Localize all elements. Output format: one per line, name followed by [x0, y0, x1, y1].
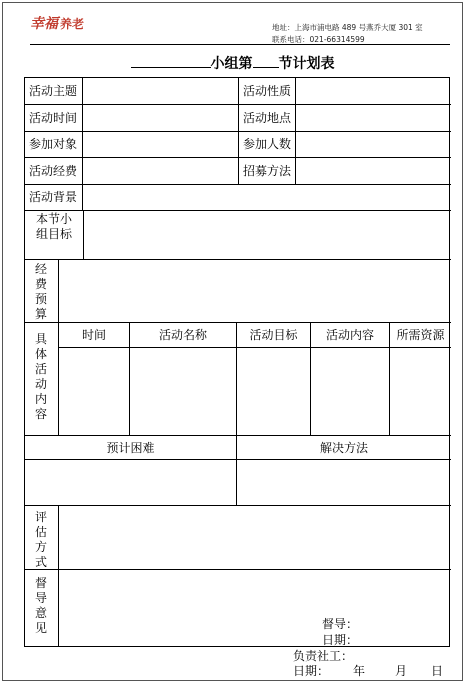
label-detail-content: 具体活动内容 [34, 332, 47, 421]
label-background: 活动背景 [29, 190, 78, 204]
grid-line [58, 505, 59, 647]
grid-line [83, 210, 84, 259]
grid-line [25, 259, 451, 260]
label-place: 活动地点 [243, 111, 292, 125]
grid-line [58, 259, 59, 435]
logo-name: 养老 [60, 17, 85, 31]
grid-line [25, 184, 451, 185]
label-theme: 活动主题 [29, 84, 78, 98]
label-time: 活动时间 [29, 111, 78, 125]
phone-text: 联系电话：021-66314599 [272, 35, 365, 44]
grid-line [82, 78, 83, 210]
label-audience: 参加对象 [29, 137, 78, 151]
grid-line [295, 78, 296, 184]
session-number-blank[interactable] [253, 55, 279, 68]
col-header-activity-content: 活动内容 [325, 328, 374, 342]
footer-day-label: 日 [431, 664, 444, 678]
group-name-blank[interactable] [131, 55, 211, 68]
label-recruit: 招募方法 [243, 164, 292, 178]
grid-line [58, 347, 451, 348]
col-header-activity-goal: 活动目标 [249, 328, 298, 342]
label-evaluation: 评估方式 [34, 510, 47, 569]
title-prefix: 小组第 [210, 56, 253, 72]
header-divider [30, 44, 450, 45]
label-supervision: 督导意见 [34, 576, 47, 635]
col-header-time: 时间 [81, 328, 106, 342]
footer-month-label: 月 [395, 664, 408, 678]
grid-line [25, 210, 451, 211]
grid-line [25, 435, 451, 436]
supervisor-signature-label: 督导： [322, 617, 359, 631]
supervisor-date-label: 日期： [322, 633, 359, 647]
label-nature: 活动性质 [243, 84, 292, 98]
col-header-resources: 所需资源 [396, 328, 445, 342]
social-worker-label: 负责社工： [293, 649, 354, 663]
address-text: 地址：上海市浦电路 489 号燕乔大厦 301 室 [272, 23, 423, 32]
footer-year-label: 年 [353, 664, 366, 678]
footer-date-label: 日期： [293, 664, 330, 678]
grid-line [25, 322, 451, 323]
grid-line [25, 505, 451, 506]
grid-line [25, 569, 451, 570]
title-suffix: 节计划表 [278, 56, 335, 72]
label-session-goal: 本节小组目标 [35, 212, 72, 241]
grid-line [238, 78, 239, 184]
label-budget: 活动经费 [29, 164, 78, 178]
header-expected-difficulty: 预计困难 [106, 441, 155, 455]
grid-line [25, 459, 451, 460]
header-contact [272, 22, 423, 46]
label-budget-breakdown: 经费预算 [34, 262, 47, 321]
header-solution: 解决方法 [319, 441, 368, 455]
col-header-activity-name: 活动名称 [158, 328, 207, 342]
label-count: 参加人数 [243, 137, 292, 151]
logo-mark: 幸福 [30, 16, 58, 32]
logo [30, 12, 92, 34]
plan-form-table [24, 77, 450, 647]
page-title [0, 53, 465, 73]
